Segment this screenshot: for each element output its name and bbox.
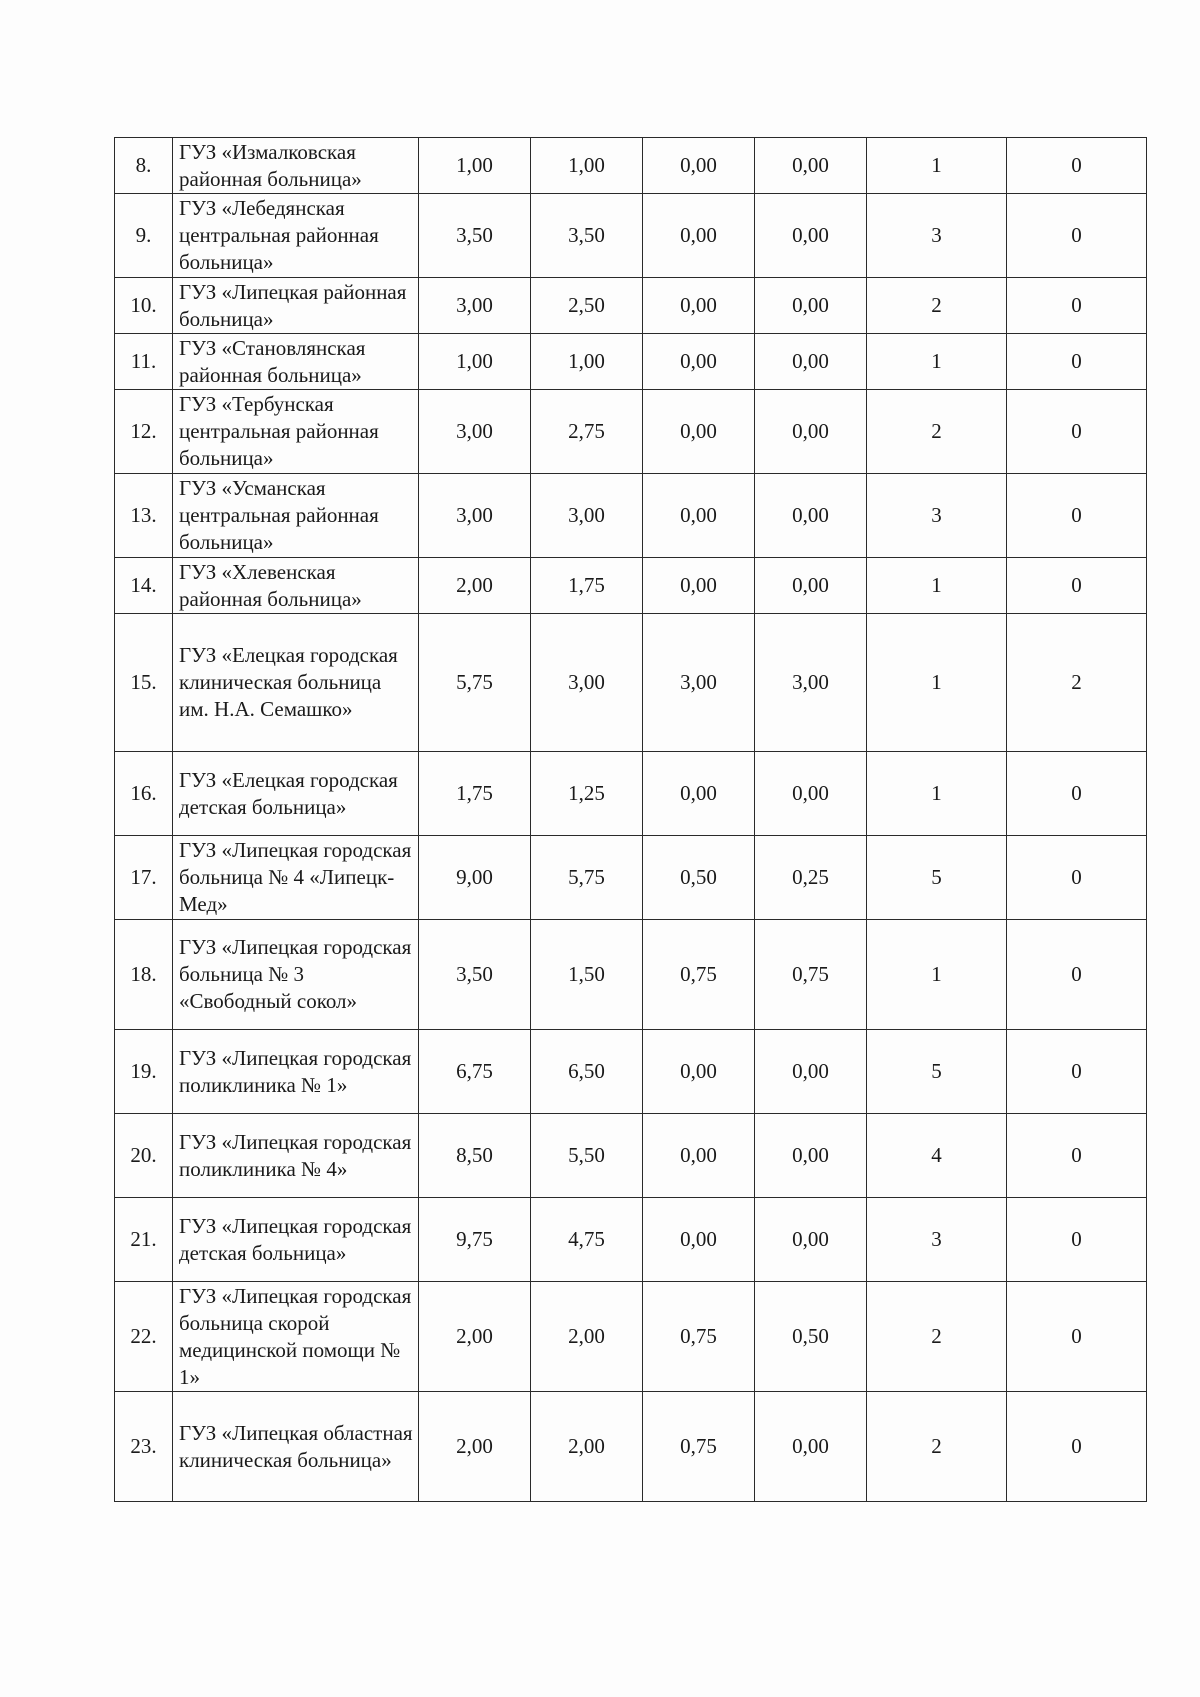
value-cell-col-3: 0,00	[643, 278, 755, 334]
value-cell-col-4: 0,00	[755, 278, 867, 334]
value-cell-col-5: 2	[867, 278, 1007, 334]
institution-name: ГУЗ «Липецкая городская поликлиника № 1»	[173, 1030, 419, 1114]
value-cell-col-1: 1,00	[419, 334, 531, 390]
value-cell-col-3: 0,00	[643, 334, 755, 390]
value-cell-col-6: 0	[1007, 334, 1147, 390]
row-number: 13.	[115, 474, 173, 558]
value-cell-col-2: 5,50	[531, 1114, 643, 1198]
value-cell-col-3: 0,75	[643, 1392, 755, 1502]
institution-name: ГУЗ «Измалковская районная больница»	[173, 138, 419, 194]
value-cell-col-3: 0,00	[643, 138, 755, 194]
value-cell-col-4: 0,00	[755, 752, 867, 836]
value-cell-col-5: 1	[867, 138, 1007, 194]
value-cell-col-4: 0,25	[755, 836, 867, 920]
value-cell-col-2: 1,75	[531, 558, 643, 614]
value-cell-col-1: 3,00	[419, 278, 531, 334]
value-cell-col-4: 0,75	[755, 920, 867, 1030]
value-cell-col-5: 5	[867, 1030, 1007, 1114]
row-number: 9.	[115, 194, 173, 278]
value-cell-col-2: 2,00	[531, 1392, 643, 1502]
value-cell-col-6: 0	[1007, 474, 1147, 558]
institution-name: ГУЗ «Липецкая районная больница»	[173, 278, 419, 334]
value-cell-col-6: 0	[1007, 1030, 1147, 1114]
value-cell-col-4: 0,00	[755, 474, 867, 558]
table-row	[115, 752, 1147, 836]
value-cell-col-6: 0	[1007, 1114, 1147, 1198]
value-cell-col-3: 0,00	[643, 474, 755, 558]
value-cell-col-1: 9,00	[419, 836, 531, 920]
row-number: 21.	[115, 1198, 173, 1282]
institution-name: ГУЗ «Елецкая городская детская больница»	[173, 752, 419, 836]
institution-name: ГУЗ «Липецкая городская поликлиника № 4»	[173, 1114, 419, 1198]
value-cell-col-5: 5	[867, 836, 1007, 920]
institution-name: ГУЗ «Липецкая областная клиническая больница»	[173, 1392, 419, 1502]
table-row	[115, 1282, 1147, 1392]
value-cell-col-3: 0,00	[643, 390, 755, 474]
table-row	[115, 390, 1147, 474]
value-cell-col-5: 3	[867, 474, 1007, 558]
value-cell-col-2: 5,75	[531, 836, 643, 920]
value-cell-col-3: 0,00	[643, 194, 755, 278]
table-row	[115, 194, 1147, 278]
value-cell-col-6: 0	[1007, 194, 1147, 278]
row-number: 17.	[115, 836, 173, 920]
row-number: 18.	[115, 920, 173, 1030]
value-cell-col-6: 0	[1007, 138, 1147, 194]
table-row	[115, 138, 1147, 194]
value-cell-col-1: 8,50	[419, 1114, 531, 1198]
row-number: 12.	[115, 390, 173, 474]
value-cell-col-6: 0	[1007, 920, 1147, 1030]
value-cell-col-4: 0,00	[755, 194, 867, 278]
value-cell-col-2: 6,50	[531, 1030, 643, 1114]
table-row	[115, 920, 1147, 1030]
value-cell-col-5: 3	[867, 194, 1007, 278]
institution-name: ГУЗ «Хлевенская районная больница»	[173, 558, 419, 614]
value-cell-col-6: 0	[1007, 278, 1147, 334]
value-cell-col-2: 1,25	[531, 752, 643, 836]
value-cell-col-5: 2	[867, 1282, 1007, 1392]
value-cell-col-5: 1	[867, 614, 1007, 752]
value-cell-col-4: 0,00	[755, 1392, 867, 1502]
institution-name: ГУЗ «Лебедянская центральная районная больница»	[173, 194, 419, 278]
value-cell-col-1: 3,00	[419, 390, 531, 474]
value-cell-col-4: 0,50	[755, 1282, 867, 1392]
value-cell-col-5: 1	[867, 752, 1007, 836]
institution-name: ГУЗ «Елецкая городская клиническая больница им. Н.А. Семашко»	[173, 614, 419, 752]
value-cell-col-3: 0,00	[643, 1030, 755, 1114]
value-cell-col-5: 2	[867, 390, 1007, 474]
value-cell-col-6: 0	[1007, 752, 1147, 836]
value-cell-col-2: 1,00	[531, 334, 643, 390]
value-cell-col-6: 0	[1007, 1198, 1147, 1282]
value-cell-col-3: 0,75	[643, 920, 755, 1030]
row-number: 20.	[115, 1114, 173, 1198]
value-cell-col-6: 0	[1007, 836, 1147, 920]
value-cell-col-1: 3,50	[419, 920, 531, 1030]
value-cell-col-2: 1,50	[531, 920, 643, 1030]
value-cell-col-3: 0,00	[643, 558, 755, 614]
value-cell-col-1: 5,75	[419, 614, 531, 752]
value-cell-col-5: 1	[867, 920, 1007, 1030]
value-cell-col-4: 0,00	[755, 1198, 867, 1282]
table-row	[115, 1198, 1147, 1282]
value-cell-col-2: 1,00	[531, 138, 643, 194]
value-cell-col-6: 2	[1007, 614, 1147, 752]
row-number: 22.	[115, 1282, 173, 1392]
value-cell-col-5: 1	[867, 334, 1007, 390]
value-cell-col-2: 2,75	[531, 390, 643, 474]
value-cell-col-5: 1	[867, 558, 1007, 614]
value-cell-col-6: 0	[1007, 1282, 1147, 1392]
institution-name: ГУЗ «Липецкая городская больница № 3 «Свободный сокол»	[173, 920, 419, 1030]
institution-name: ГУЗ «Липецкая городская больница № 4 «Липецк-Мед»	[173, 836, 419, 920]
value-cell-col-4: 0,00	[755, 390, 867, 474]
value-cell-col-1: 6,75	[419, 1030, 531, 1114]
value-cell-col-2: 2,50	[531, 278, 643, 334]
value-cell-col-3: 0,00	[643, 1198, 755, 1282]
table-row	[115, 1392, 1147, 1502]
value-cell-col-2: 3,50	[531, 194, 643, 278]
table-row	[115, 334, 1147, 390]
institution-name: ГУЗ «Липецкая городская детская больница»	[173, 1198, 419, 1282]
value-cell-col-6: 0	[1007, 390, 1147, 474]
value-cell-col-3: 0,50	[643, 836, 755, 920]
value-cell-col-4: 0,00	[755, 138, 867, 194]
institution-name: ГУЗ «Усманская центральная районная больница»	[173, 474, 419, 558]
row-number: 19.	[115, 1030, 173, 1114]
value-cell-col-4: 0,00	[755, 334, 867, 390]
value-cell-col-5: 2	[867, 1392, 1007, 1502]
value-cell-col-4: 0,00	[755, 1114, 867, 1198]
row-number: 14.	[115, 558, 173, 614]
value-cell-col-1: 9,75	[419, 1198, 531, 1282]
table-row	[115, 558, 1147, 614]
hospital-staff-table	[114, 137, 1147, 1502]
row-number: 16.	[115, 752, 173, 836]
row-number: 11.	[115, 334, 173, 390]
value-cell-col-4: 0,00	[755, 1030, 867, 1114]
value-cell-col-1: 2,00	[419, 1392, 531, 1502]
value-cell-col-3: 0,00	[643, 752, 755, 836]
value-cell-col-4: 0,00	[755, 558, 867, 614]
institution-name: ГУЗ «Становлянская районная больница»	[173, 334, 419, 390]
value-cell-col-3: 0,75	[643, 1282, 755, 1392]
value-cell-col-5: 3	[867, 1198, 1007, 1282]
value-cell-col-1: 1,00	[419, 138, 531, 194]
table-body	[115, 138, 1147, 1502]
table-row	[115, 1030, 1147, 1114]
row-number: 8.	[115, 138, 173, 194]
value-cell-col-1: 2,00	[419, 1282, 531, 1392]
table-row	[115, 614, 1147, 752]
value-cell-col-2: 3,00	[531, 614, 643, 752]
table-row	[115, 278, 1147, 334]
value-cell-col-2: 3,00	[531, 474, 643, 558]
value-cell-col-6: 0	[1007, 558, 1147, 614]
table-row	[115, 474, 1147, 558]
value-cell-col-3: 3,00	[643, 614, 755, 752]
value-cell-col-2: 2,00	[531, 1282, 643, 1392]
row-number: 23.	[115, 1392, 173, 1502]
value-cell-col-6: 0	[1007, 1392, 1147, 1502]
value-cell-col-1: 3,50	[419, 194, 531, 278]
table-row	[115, 836, 1147, 920]
institution-name: ГУЗ «Тербунская центральная районная больница»	[173, 390, 419, 474]
value-cell-col-5: 4	[867, 1114, 1007, 1198]
value-cell-col-1: 3,00	[419, 474, 531, 558]
institution-name: ГУЗ «Липецкая городская больница скорой медицинской помощи № 1»	[173, 1282, 419, 1392]
row-number: 10.	[115, 278, 173, 334]
value-cell-col-3: 0,00	[643, 1114, 755, 1198]
table-row	[115, 1114, 1147, 1198]
value-cell-col-2: 4,75	[531, 1198, 643, 1282]
value-cell-col-4: 3,00	[755, 614, 867, 752]
row-number: 15.	[115, 614, 173, 752]
value-cell-col-1: 2,00	[419, 558, 531, 614]
value-cell-col-1: 1,75	[419, 752, 531, 836]
